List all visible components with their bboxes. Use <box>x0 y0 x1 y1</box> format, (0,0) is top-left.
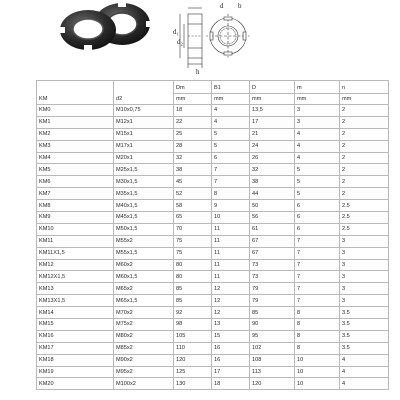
table-cell: 3.5 <box>340 330 389 342</box>
table-cell: KM15 <box>37 319 114 331</box>
header-row <box>37 81 389 94</box>
table-cell: 2 <box>340 140 389 152</box>
table-cell: 25 <box>174 128 212 140</box>
table-cell: 3 <box>340 247 389 259</box>
table-cell: KM19 <box>37 366 114 378</box>
label-h: h <box>196 68 200 76</box>
table-cell: M35x1,5 <box>114 188 174 200</box>
table-cell: 3 <box>340 295 389 307</box>
table-cell: M17x1 <box>114 140 174 152</box>
table-cell: 7 <box>295 247 340 259</box>
table-row <box>37 354 389 366</box>
table-cell: KM1 <box>37 116 114 128</box>
table-cell: 4 <box>295 152 340 164</box>
table-cell: 5 <box>295 188 340 200</box>
table-cell: 113 <box>250 366 295 378</box>
table-row <box>37 200 389 212</box>
table-cell: 16 <box>212 354 250 366</box>
table-cell: 70 <box>174 223 212 235</box>
table-row <box>37 319 389 331</box>
table-cell: KM17 <box>37 342 114 354</box>
table-row <box>37 164 389 176</box>
header-cell: D <box>250 81 295 94</box>
table-cell: 10 <box>295 354 340 366</box>
table-cell: M12x1 <box>114 116 174 128</box>
header-cell: Dm <box>174 81 212 94</box>
table-cell: 6 <box>295 223 340 235</box>
table-row <box>37 152 389 164</box>
table-cell: 73 <box>250 271 295 283</box>
table-cell: KM4 <box>37 152 114 164</box>
table-cell: KM5 <box>37 164 114 176</box>
table-cell: 18 <box>174 105 212 117</box>
table-cell: 28 <box>174 140 212 152</box>
unit-cell: mm <box>295 94 340 105</box>
header-cell: d2 <box>114 81 174 105</box>
table-cell: 26 <box>250 152 295 164</box>
table-cell: 67 <box>250 247 295 259</box>
table-cell: 2 <box>340 188 389 200</box>
label-d2: d₂ <box>177 38 183 46</box>
table-cell: 85 <box>174 295 212 307</box>
table-cell: KM12X1,5 <box>37 271 114 283</box>
table-cell: 79 <box>250 295 295 307</box>
table-cell: 105 <box>174 330 212 342</box>
table-row <box>37 116 389 128</box>
table-row <box>37 247 389 259</box>
table-cell: 10 <box>295 378 340 390</box>
table-cell: KM13 <box>37 283 114 295</box>
table-cell: KM11 <box>37 235 114 247</box>
header-cell: B1 <box>212 81 250 94</box>
table-cell: 4 <box>340 354 389 366</box>
table-cell: M20x1 <box>114 152 174 164</box>
table-row <box>37 295 389 307</box>
unit-cell: mm <box>340 94 389 105</box>
table-cell: M25x1,5 <box>114 164 174 176</box>
table-cell: 5 <box>212 140 250 152</box>
table-cell: 6 <box>295 200 340 212</box>
table-cell: M100x2 <box>114 378 174 390</box>
table-cell: 80 <box>174 259 212 271</box>
unit-cell: mm <box>174 94 212 105</box>
table-cell: 7 <box>295 259 340 271</box>
table-cell: KM11X1,5 <box>37 247 114 259</box>
table-row <box>37 283 389 295</box>
table-cell: 10 <box>212 212 250 224</box>
table-body <box>37 105 389 390</box>
table-cell: 5 <box>295 164 340 176</box>
table-cell: 73 <box>250 259 295 271</box>
spec-table <box>36 80 389 390</box>
table-cell: 79 <box>250 283 295 295</box>
table-cell: KM18 <box>37 354 114 366</box>
table-cell: 80 <box>174 271 212 283</box>
table-cell: 8 <box>295 330 340 342</box>
table-cell: 12 <box>212 307 250 319</box>
lock-nut-photo <box>50 0 160 60</box>
table-cell: M90x2 <box>114 354 174 366</box>
table-row <box>37 105 389 117</box>
table-row <box>37 176 389 188</box>
table-cell: 7 <box>295 271 340 283</box>
table-cell: 75 <box>174 235 212 247</box>
table-cell: 56 <box>250 212 295 224</box>
table-cell: 3 <box>340 283 389 295</box>
table-cell: 130 <box>174 378 212 390</box>
table-cell: M40x1,5 <box>114 200 174 212</box>
table-cell: M75x2 <box>114 319 174 331</box>
table-cell: 24 <box>250 140 295 152</box>
table-cell: M95x2 <box>114 366 174 378</box>
table-cell: 2 <box>340 176 389 188</box>
table-cell: 21 <box>250 128 295 140</box>
table-row <box>37 140 389 152</box>
table-cell: M85x2 <box>114 342 174 354</box>
table-cell: 4 <box>295 128 340 140</box>
table-cell: 3 <box>340 271 389 283</box>
table-cell: M30x1,5 <box>114 176 174 188</box>
table-cell: 10 <box>295 366 340 378</box>
table-cell: 17 <box>250 116 295 128</box>
label-b: b <box>238 2 242 10</box>
table-cell: M15x1 <box>114 128 174 140</box>
table-cell: M55x1,5 <box>114 247 174 259</box>
table-row <box>37 271 389 283</box>
table-cell: KM3 <box>37 140 114 152</box>
table-cell: M60x2 <box>114 259 174 271</box>
table-row <box>37 128 389 140</box>
table-cell: KM16 <box>37 330 114 342</box>
table-cell: 108 <box>250 354 295 366</box>
table-cell: 15 <box>212 330 250 342</box>
table-cell: 75 <box>174 247 212 259</box>
table-row <box>37 330 389 342</box>
table-cell: 85 <box>174 283 212 295</box>
table-cell: M55x2 <box>114 235 174 247</box>
table-cell: 3.5 <box>340 307 389 319</box>
table-cell: 9 <box>212 200 250 212</box>
table-cell: M65x1,5 <box>114 295 174 307</box>
unit-cell: mm <box>212 94 250 105</box>
table-cell: KM6 <box>37 176 114 188</box>
table-cell: 102 <box>250 342 295 354</box>
table-cell: KM9 <box>37 212 114 224</box>
table-cell: 2.5 <box>340 212 389 224</box>
table-cell: KM7 <box>37 188 114 200</box>
unit-cell: mm <box>250 94 295 105</box>
table-row <box>37 223 389 235</box>
table-cell: 95 <box>250 330 295 342</box>
table-cell: 50 <box>250 200 295 212</box>
table-cell: M50x1,5 <box>114 223 174 235</box>
table-cell: 16 <box>212 342 250 354</box>
table-cell: KM12 <box>37 259 114 271</box>
table-cell: 7 <box>212 164 250 176</box>
table-cell: 7 <box>295 295 340 307</box>
table-cell: 12 <box>212 295 250 307</box>
table-cell: 32 <box>250 164 295 176</box>
table-cell: 45 <box>174 176 212 188</box>
table-cell: 38 <box>250 176 295 188</box>
table-cell: 2 <box>340 152 389 164</box>
table-cell: 13,5 <box>250 105 295 117</box>
table-row <box>37 342 389 354</box>
table-cell: 120 <box>250 378 295 390</box>
table-cell: 44 <box>250 188 295 200</box>
table-cell: 2 <box>340 105 389 117</box>
table-cell: 125 <box>174 366 212 378</box>
table-row <box>37 235 389 247</box>
table-cell: 3.5 <box>340 342 389 354</box>
table-cell: 3 <box>340 259 389 271</box>
table-cell: 3 <box>340 235 389 247</box>
table-cell: M65x2 <box>114 283 174 295</box>
table-cell: KM2 <box>37 128 114 140</box>
table-cell: 4 <box>295 140 340 152</box>
table-cell: 11 <box>212 271 250 283</box>
table-cell: 98 <box>174 319 212 331</box>
table-cell: 3 <box>295 105 340 117</box>
table-row <box>37 259 389 271</box>
table-cell: 11 <box>212 223 250 235</box>
table-cell: KM0 <box>37 105 114 117</box>
table-cell: 4 <box>212 105 250 117</box>
table-cell: 90 <box>250 319 295 331</box>
table-cell: 52 <box>174 188 212 200</box>
table-cell: M10x0,75 <box>114 105 174 117</box>
technical-drawing <box>158 0 250 78</box>
table-cell: 8 <box>295 307 340 319</box>
table-cell: 110 <box>174 342 212 354</box>
table-cell: 3 <box>295 116 340 128</box>
table-cell: M70x2 <box>114 307 174 319</box>
table-row <box>37 212 389 224</box>
table-cell: 18 <box>212 378 250 390</box>
table-cell: 61 <box>250 223 295 235</box>
table-cell: 8 <box>295 319 340 331</box>
table-cell: 58 <box>174 200 212 212</box>
table-cell: 7 <box>295 283 340 295</box>
table-cell: M80x2 <box>114 330 174 342</box>
table-cell: 17 <box>212 366 250 378</box>
table-cell: 8 <box>212 188 250 200</box>
table-cell: 65 <box>174 212 212 224</box>
table-cell: 4 <box>212 116 250 128</box>
table-cell: 5 <box>295 176 340 188</box>
label-d: d <box>220 2 224 10</box>
table-cell: 3.5 <box>340 319 389 331</box>
table-cell: KM13X1,5 <box>37 295 114 307</box>
label-d1: d₁ <box>173 28 179 36</box>
table-cell: 4 <box>340 378 389 390</box>
table-cell: 12 <box>212 283 250 295</box>
table-cell: 2 <box>340 164 389 176</box>
header-cell: KM <box>37 81 114 105</box>
table-cell: 4 <box>340 366 389 378</box>
table-cell: 2 <box>340 128 389 140</box>
table-cell: 85 <box>250 307 295 319</box>
table-row <box>37 366 389 378</box>
table-row <box>37 307 389 319</box>
table-cell: 5 <box>212 128 250 140</box>
table-cell: 2 <box>340 116 389 128</box>
table-cell: 11 <box>212 259 250 271</box>
table-cell: 13 <box>212 319 250 331</box>
table-row <box>37 188 389 200</box>
table-cell: M45x1,5 <box>114 212 174 224</box>
table-cell: M60x1,5 <box>114 271 174 283</box>
table-cell: 32 <box>174 152 212 164</box>
table-cell: 38 <box>174 164 212 176</box>
table-cell: KM14 <box>37 307 114 319</box>
table-cell: 67 <box>250 235 295 247</box>
table-cell: 11 <box>212 247 250 259</box>
table-row <box>37 378 389 390</box>
table-cell: 92 <box>174 307 212 319</box>
table-cell: 6 <box>295 212 340 224</box>
table-cell: KM20 <box>37 378 114 390</box>
table-cell: 22 <box>174 116 212 128</box>
header-cell: n <box>340 81 389 94</box>
table-cell: 2.5 <box>340 200 389 212</box>
table-cell: 2.5 <box>340 223 389 235</box>
table-cell: 8 <box>295 342 340 354</box>
table-cell: KM10 <box>37 223 114 235</box>
table-cell: 120 <box>174 354 212 366</box>
table-cell: 7 <box>212 176 250 188</box>
header-cell: m <box>295 81 340 94</box>
table-cell: 11 <box>212 235 250 247</box>
table-cell: 6 <box>212 152 250 164</box>
table-cell: KM8 <box>37 200 114 212</box>
product-figure <box>0 0 400 78</box>
table-cell: 7 <box>295 235 340 247</box>
